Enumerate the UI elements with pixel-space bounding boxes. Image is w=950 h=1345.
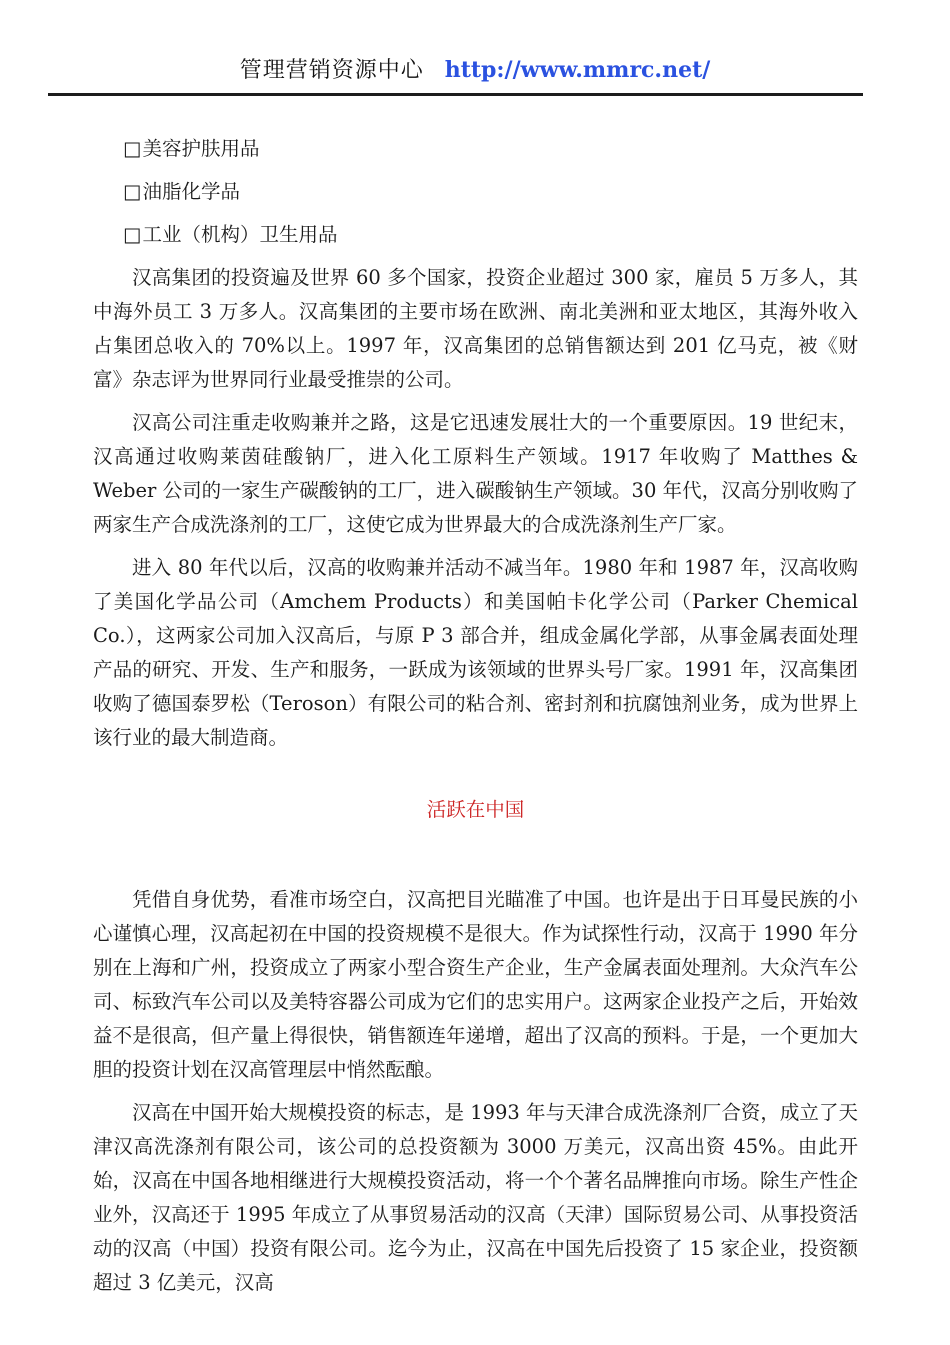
list-item-label: 工业（机构）卫生用品	[142, 223, 338, 246]
header-divider	[48, 93, 863, 96]
page-header	[0, 0, 950, 86]
paragraph: 汉高在中国开始大规模投资的标志，是 1993 年与天津合成洗涤剂厂合资，成立了天津汉高洗涤剂有限公司，该公司的总投资额为 3000 万美元，汉高出资 45%。由此开始，汉高在中国各地相继进行大规模投资活动，将一个个著名品牌推向市场。除生产性企业外，汉高还于 1995 年成立了从事贸易活动的汉高（天津）国际贸易公司、从事投资活动的汉高（中国）投资有限公司。迄今为止，汉高在中国先后投资了 15 家企业，投资额超过 3 亿美元，汉高	[93, 1101, 858, 1294]
site-name: 管理营销资源中心	[239, 58, 424, 83]
list-item-label: 美容护肤用品	[142, 137, 260, 160]
checkbox-icon: □	[123, 223, 142, 246]
list-item	[93, 175, 858, 209]
checkbox-icon: □	[123, 180, 142, 203]
section-heading: 活跃在中国	[426, 798, 525, 821]
site-url-link[interactable]: http://www.mmrc.net/	[444, 57, 711, 83]
list-item-label: 油脂化学品	[142, 180, 240, 203]
list-item	[93, 218, 858, 252]
paragraph: 凭借自身优势，看准市场空白，汉高把目光瞄准了中国。也许是出于日耳曼民族的小心谨慎心理，汉高起初在中国的投资规模不是很大。作为试探性行动，汉高于 1990 年分别在上海和广州，投资成立了两家小型合资生产企业，生产金属表面处理剂。大众汽车公司、标致汽车公司以及美特容器公司成为它们的忠实用户。这两家企业投产之后，开始效益不是很高，但产量上得很快，销售额连年递增，超出了汉高的预料。于是，一个更加大胆的投资计划在汉高管理层中悄然酝酿。	[93, 888, 858, 1081]
paragraph: 汉高公司注重走收购兼并之路，这是它迅速发展壮大的一个重要原因。19 世纪末，汉高通过收购莱茵硅酸钠厂，进入化工原料生产领域。1917 年收购了 Matthes & Weber 公司的一家生产碳酸钠的工厂，进入碳酸钠生产领域。30 年代，汉高分别收购了两家生产合成洗涤剂的工厂，这使它成为世界最大的合成洗涤剂生产厂家。	[93, 411, 858, 536]
product-category-list	[93, 132, 858, 252]
paragraph: 汉高集团的投资遍及世界 60 多个国家，投资企业超过 300 家，雇员 5 万多人，其中海外员工 3 万多人。汉高集团的主要市场在欧洲、南北美洲和亚太地区，其海外收入占集团总收入的 70%以上。1997 年，汉高集团的总销售额达到 201 亿马克，被《财富》杂志评为世界同行业最受推崇的公司。	[93, 266, 858, 391]
document-content	[93, 132, 858, 1300]
list-item	[93, 132, 858, 166]
paragraph: 进入 80 年代以后，汉高的收购兼并活动不减当年。1980 年和 1987 年，汉高收购了美国化学品公司（Amchem Products）和美国帕卡化学公司（Parker Chemical Co.），这两家公司加入汉高后，与原 P 3 部合并，组成金属化学部，从事金属表面处理产品的研究、开发、生产和服务，一跃成为该领域的世界头号厂家。1991 年，汉高集团收购了德国泰罗松（Teroson）有限公司的粘合剂、密封剂和抗腐蚀剂业务，成为世界上该行业的最大制造商。	[93, 556, 858, 749]
checkbox-icon: □	[123, 137, 142, 160]
